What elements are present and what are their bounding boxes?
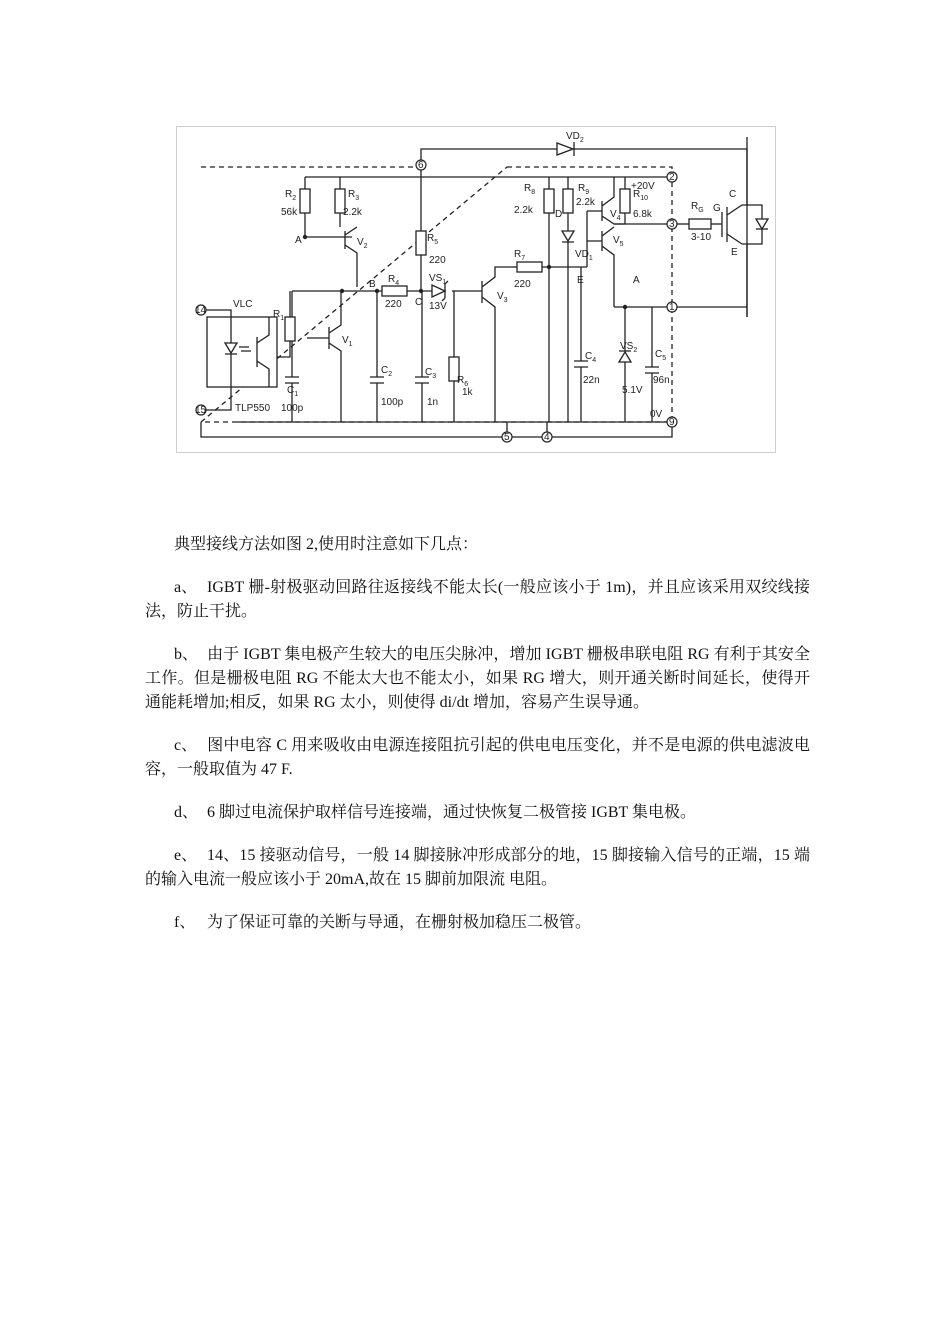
label-c2-value: 100p [381,397,404,408]
intro-paragraph: 典型接线方法如图 2,使用时注意如下几点： [174,536,479,553]
r1-resistor [285,317,295,341]
label-r2: $R_2$ [285,189,297,202]
document-body [145,533,810,954]
item-text: IGBT 栅-射极驱动回路往返接线不能太长(一般应该小于 1m)，并且应该采用双绞线接法，防止干扰。 [145,579,810,620]
label-v2: $V_2$ [357,237,368,250]
label-collector: C [729,189,737,200]
label-c5: $C_5$ [655,349,667,362]
label-r5: $R_5$ [427,233,439,246]
label-v1: $V_1$ [342,335,353,348]
item-marker: f、 [174,914,196,931]
label-r7: $R_7$ [514,249,526,262]
item-text: 由于 IGBT 集电极产生较大的电压尖脉冲，增加 IGBT 栅极串联电阻 RG 有利于其安全工作。但是栅极电阻 RG 不能太大也不能太小，如果 RG 增大，则开通关断时间延长，使得开通能耗增加;相反，如果 RG 太小，则使得 di/dt 增加，容易产生误导通。 [145,646,810,711]
note-item-d [145,801,810,825]
item-marker: c、 [174,737,198,754]
label-c4-value: 22n [583,375,600,386]
c5-capacitor [645,307,659,422]
item-marker: e、 [174,847,198,864]
label-r1: $R_1$ [273,309,285,322]
c4-capacitor [574,267,588,422]
vd2-diode [557,142,587,156]
label-v5: $V_5$ [613,235,624,248]
label-node-d: D [555,209,563,220]
label-r9: $R_9$ [578,183,590,196]
igbt [722,137,768,317]
label-vs2-value: 5.1V [622,385,643,396]
rg-resistor [689,219,711,229]
label-emitter: E [731,247,738,258]
label-r8-value: 2.2k [514,205,533,216]
label-tlp550: TLP550 [235,403,271,414]
label-r6-value: 1k [462,387,473,398]
note-item-e [145,844,810,892]
note-item-f [145,911,810,935]
r7-resistor [517,262,542,272]
label-vs2: $VS_2$ [620,341,638,354]
item-marker: d、 [174,804,199,821]
note-item-b [145,643,810,715]
label-c2: $C_2$ [381,365,393,378]
pin-label-4: 4 [544,432,550,443]
pin-label-3: 3 [669,219,675,230]
pin-label-15: 15 [195,405,207,416]
label-vs1: $VS_1$ [429,273,447,286]
label-v3: $V_3$ [497,291,508,304]
label-0v: 0V [650,409,663,420]
label-r9-value: 2.2k [576,197,595,208]
label-r2-value: 56k [281,207,298,218]
item-text: 6 脚过电流保护取样信号连接端，通过快恢复二极管接 IGBT 集电极。 [207,804,697,821]
label-c1: $C_1$ [287,385,299,398]
label-rg: $R_G$ [691,201,704,214]
label-c1-value: 100p [281,403,304,414]
pin-label-1: 1 [669,302,675,313]
note-item-c [145,734,810,782]
label-gate: G [713,203,721,214]
label-node-e: E [577,275,584,286]
label-vs1-value: 13V [429,301,447,312]
label-r10: $R_{10}$ [633,189,649,202]
label-vd2: $VD_2$ [566,131,584,144]
pin-label-5: 5 [504,432,510,443]
label-c3-value: 1n [427,397,439,408]
r4-resistor [382,286,407,296]
r9-resistor [563,189,573,213]
item-text: 14、15 接驱动信号，一般 14 脚接脉冲形成部分的地，15 脚接输入信号的正端，15 端的输入电流一般应该小于 20mA,故在 15 脚前加限流 电阻。 [145,847,810,888]
label-rg-value: 3-10 [691,232,712,243]
r8-resistor [544,189,554,213]
label-vd1: $VD_1$ [575,249,593,262]
label-plus20v: +20V [631,181,655,192]
circuit-diagram [176,126,776,453]
label-r3-value: 2.2k [343,207,362,218]
note-item-a [145,576,810,624]
item-marker: a、 [174,579,198,596]
label-c5-value: 96n [653,375,670,386]
label-r10-value: 6.8k [633,209,652,220]
circuit-svg [177,127,775,452]
item-text: 为了保证可靠的关断与导通，在栅射极加稳压二极管。 [207,914,592,931]
label-c3: $C_3$ [425,367,437,380]
pin-label-14: 14 [195,305,207,316]
label-r6: $R_6$ [457,375,469,388]
label-v4: $V_4$ [610,209,621,222]
v1-transistor [307,291,341,422]
label-c4: $C_4$ [585,351,597,364]
r5-resistor [416,231,426,255]
label-vlc: VLC [233,299,253,310]
label-node-a: A [295,235,302,246]
label-r4: $R_4$ [388,274,400,287]
label-node-a2: A [633,275,640,286]
pin-label-2: 2 [669,172,675,183]
r10-resistor [620,189,630,213]
label-node-b: B [369,279,376,290]
item-marker: b、 [174,646,199,663]
label-r8: $R_8$ [524,183,536,196]
label-r7-value: 220 [514,279,531,290]
tlp550-optocoupler [207,317,277,387]
v2-transistor [345,227,357,287]
label-r5-value: 220 [429,255,446,266]
pin-label-9: 9 [669,417,675,428]
label-node-c: C [415,297,423,308]
item-text: 图中电容 C 用来吸收由电源连接阻抗引起的供电电压变化，并不是电源的供电滤波电容，一般取值为 47 F. [145,737,810,778]
pin-label-6: 6 [418,160,424,171]
label-r3: $R_3$ [348,189,360,202]
r2-resistor [300,189,310,213]
vd1-diode [562,231,574,422]
label-r4-value: 220 [385,299,402,310]
